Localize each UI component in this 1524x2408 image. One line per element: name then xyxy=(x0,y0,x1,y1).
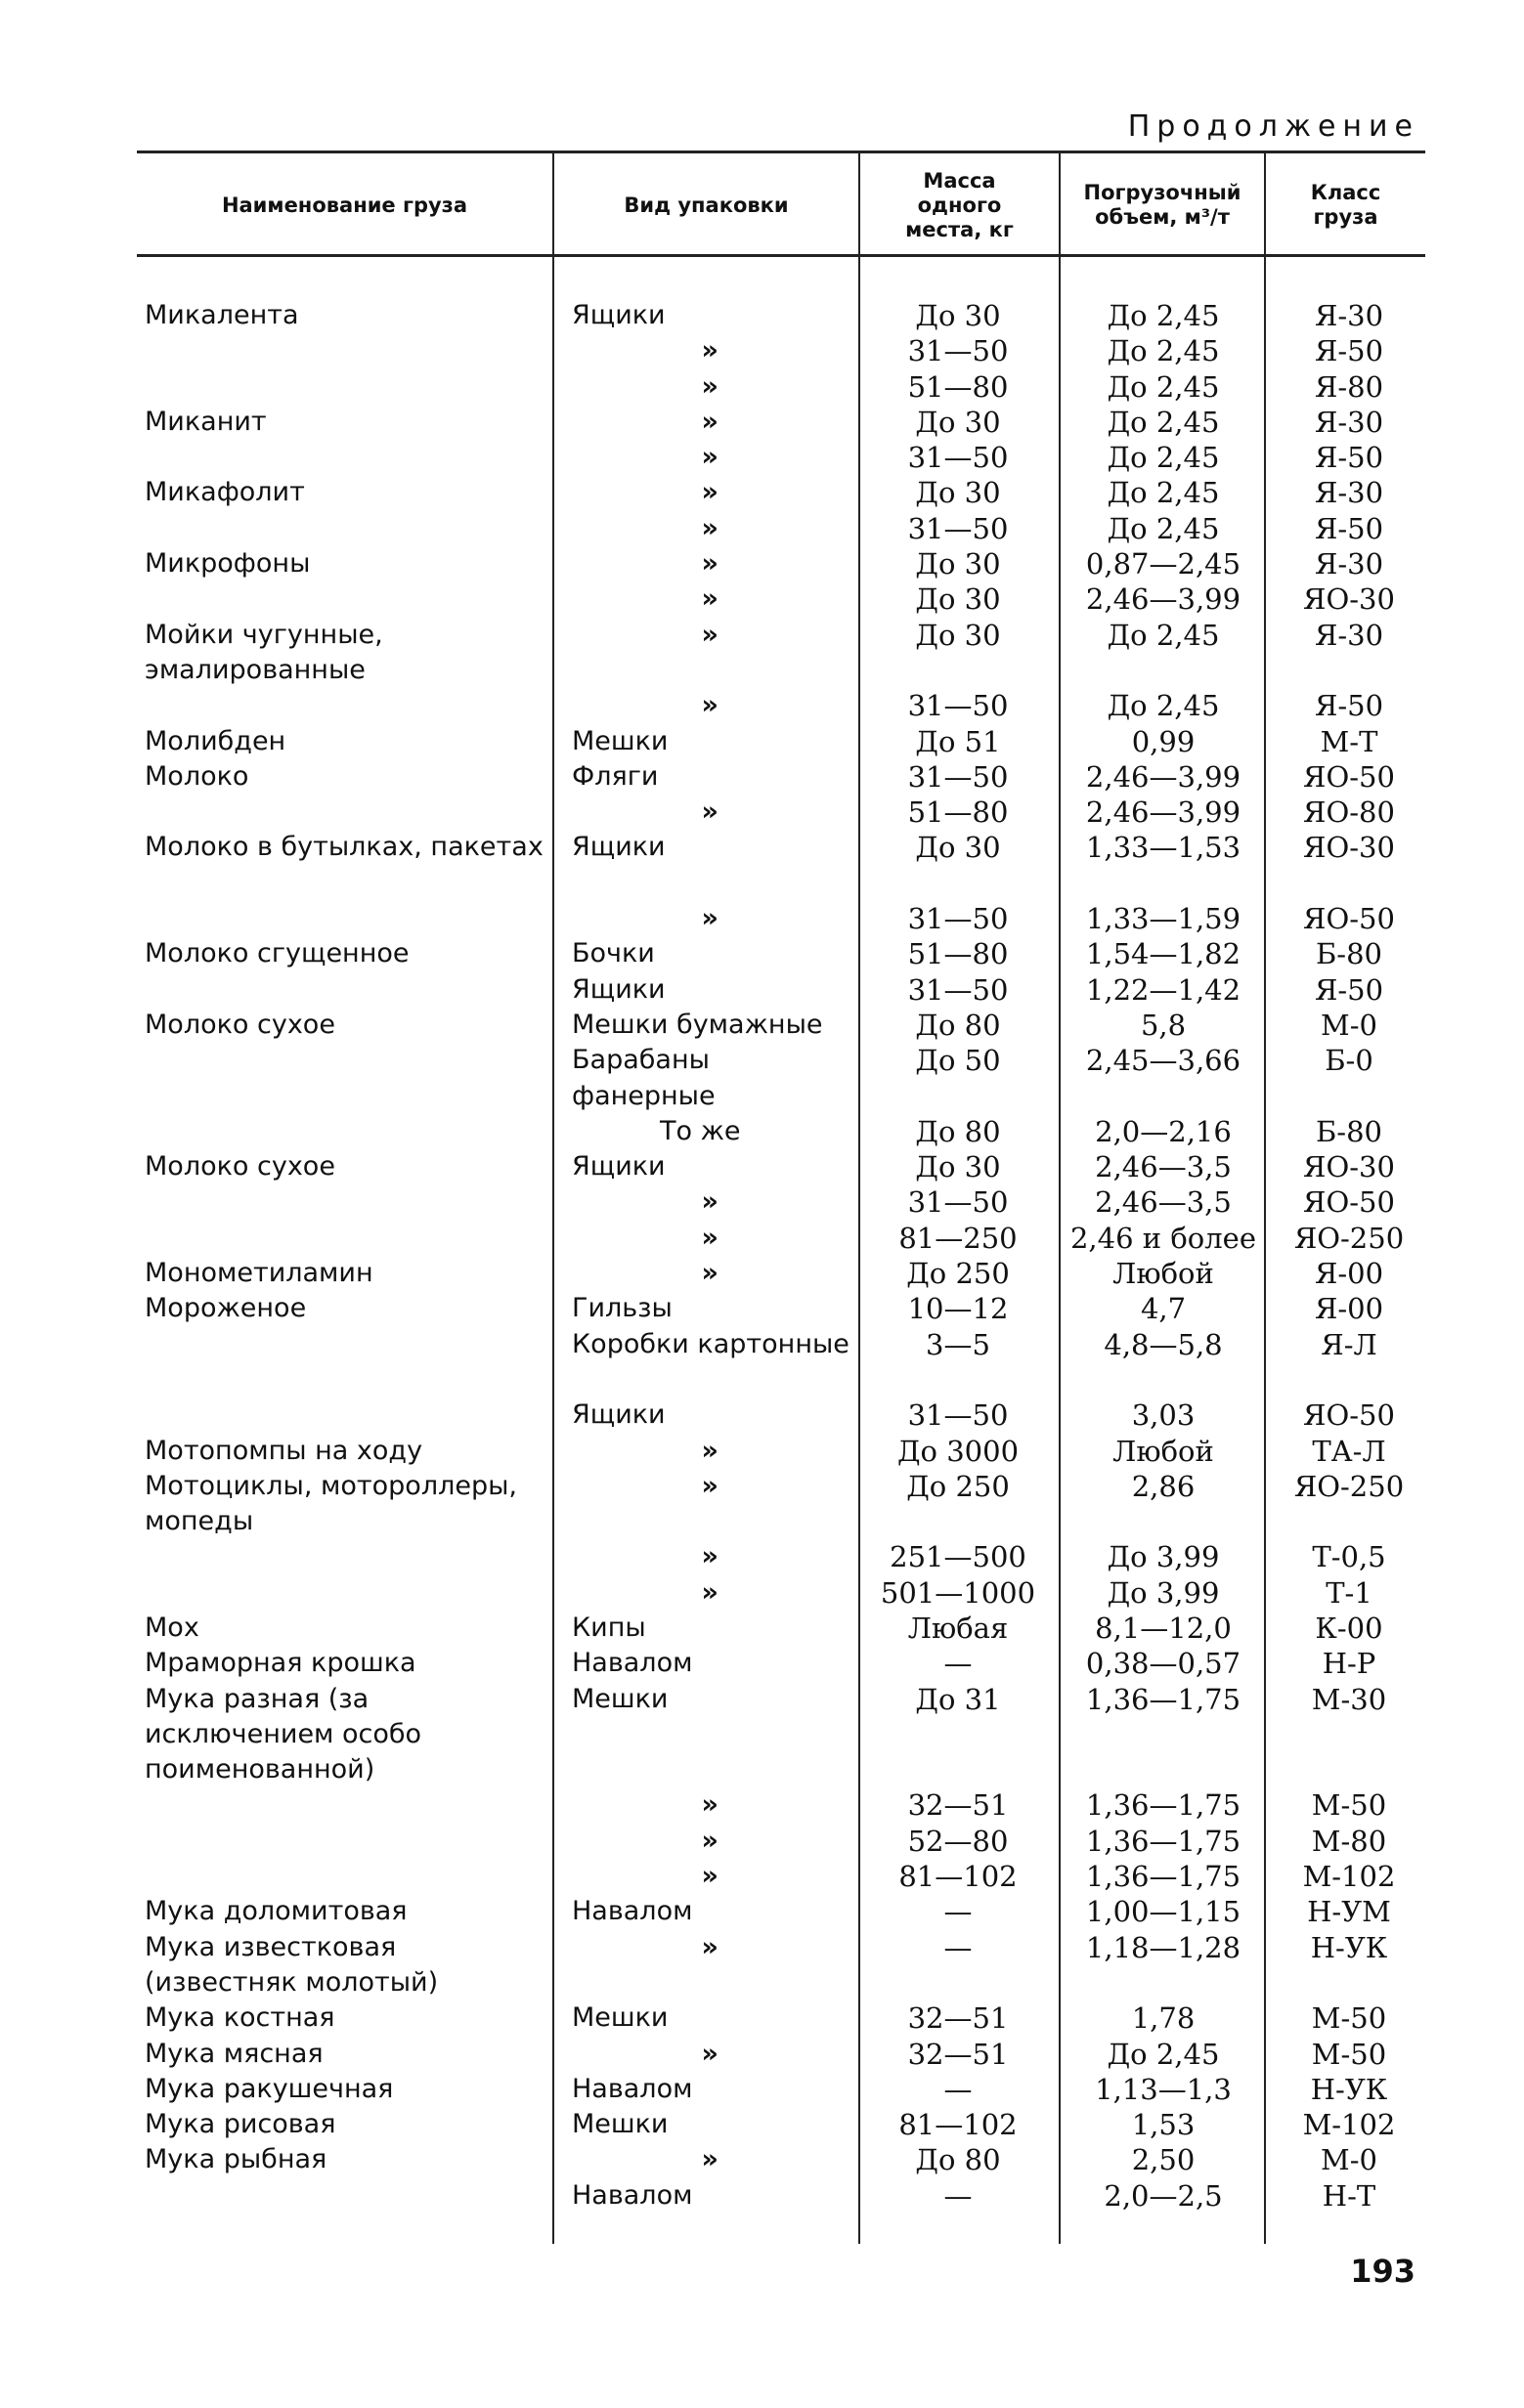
table-row xyxy=(0,724,1524,759)
class-cell: Я-00 xyxy=(1314,1292,1384,1326)
packaging-cell: » xyxy=(701,2038,718,2069)
mass-cell: До 80 xyxy=(915,1008,1001,1042)
cargo-name-cell: Микалента xyxy=(145,300,299,330)
mass-cell: 3—5 xyxy=(926,1327,990,1361)
volume-cell: До 2,45 xyxy=(1107,689,1220,723)
mass-cell: — xyxy=(943,2178,973,2213)
volume-cell: 1,53 xyxy=(1131,2108,1196,2142)
table-row xyxy=(0,511,1524,546)
volume-cell: 1,36—1,75 xyxy=(1085,1682,1241,1716)
volume-cell: 1,36—1,75 xyxy=(1085,1824,1241,1858)
volume-cell: 2,46—3,99 xyxy=(1085,759,1241,794)
class-cell: Б-80 xyxy=(1315,1114,1382,1148)
table-row xyxy=(0,1327,1524,1398)
cargo-name-cell: Мотоциклы, мотороллеры, мопеды xyxy=(145,1470,517,1537)
class-cell: К-00 xyxy=(1315,1611,1383,1645)
packaging-cell: » xyxy=(701,1931,718,1962)
volume-cell: 1,33—1,59 xyxy=(1085,902,1241,936)
volume-cell: 1,33—1,53 xyxy=(1085,831,1241,865)
class-cell: ЯО-250 xyxy=(1293,1221,1405,1255)
cargo-name-cell: Мука разная (за исключением особо поименованной) xyxy=(145,1683,422,1785)
packaging-cell: » xyxy=(701,690,718,721)
mass-cell: 31—50 xyxy=(907,759,1009,794)
table-row xyxy=(0,972,1524,1008)
packaging-cell: Бочки xyxy=(572,938,655,969)
class-cell: Я-50 xyxy=(1314,441,1384,475)
packaging-cell: » xyxy=(701,548,718,580)
class-cell: М-102 xyxy=(1302,1860,1396,1894)
volume-cell: 2,50 xyxy=(1131,2143,1196,2177)
volume-cell: 2,0—2,5 xyxy=(1104,2178,1223,2213)
packaging-cell: » xyxy=(701,583,718,615)
cargo-name-cell: Молоко в бутылках, пакетах xyxy=(145,832,544,863)
class-cell: М-0 xyxy=(1321,1008,1377,1042)
table-row xyxy=(0,475,1524,510)
volume-cell: До 2,45 xyxy=(1107,476,1220,510)
packaging-cell: То же xyxy=(660,1115,741,1146)
table-row xyxy=(0,2037,1524,2072)
packaging-cell: Ящики xyxy=(572,1151,666,1182)
header-bottom-rule xyxy=(137,254,1425,257)
class-cell: М-50 xyxy=(1311,1788,1387,1823)
packaging-cell: » xyxy=(701,1258,718,1289)
class-cell: М-80 xyxy=(1311,1824,1387,1858)
mass-cell: 31—50 xyxy=(907,1398,1009,1433)
packaging-cell: Навалом xyxy=(572,1896,693,1927)
volume-cell: 2,0—2,16 xyxy=(1095,1114,1232,1148)
table-row xyxy=(0,333,1524,368)
table-row xyxy=(0,1575,1524,1611)
table-row xyxy=(0,1894,1524,1929)
volume-cell: До 3,99 xyxy=(1107,1575,1220,1610)
packaging-cell: » xyxy=(701,1861,718,1892)
class-cell: ЯО-50 xyxy=(1303,1185,1395,1220)
packaging-cell: » xyxy=(701,335,718,366)
cargo-name-cell: Мох xyxy=(145,1612,199,1643)
table-row xyxy=(0,1434,1524,1469)
cargo-table-body xyxy=(0,298,1524,2214)
class-cell: М-30 xyxy=(1311,1682,1387,1716)
table-row xyxy=(0,1256,1524,1291)
packaging-cell: » xyxy=(701,1825,718,1856)
cargo-name-cell: Мука рыбная xyxy=(145,2144,327,2175)
mass-cell: До 80 xyxy=(915,2143,1001,2177)
mass-cell: 32—51 xyxy=(907,2001,1009,2036)
mass-cell: 51—80 xyxy=(907,369,1009,404)
class-cell: Я-30 xyxy=(1314,476,1384,510)
packaging-cell: Мешки xyxy=(572,725,669,756)
table-row xyxy=(0,1043,1524,1114)
volume-cell: 2,46 и более xyxy=(1069,1221,1256,1255)
mass-cell: До 30 xyxy=(915,582,1001,617)
cargo-name-cell: Мука мясная xyxy=(145,2038,324,2069)
mass-cell: До 50 xyxy=(915,1044,1001,1078)
packaging-cell: » xyxy=(701,1541,718,1572)
table-row xyxy=(0,759,1524,795)
volume-cell: 1,00—1,15 xyxy=(1085,1895,1241,1929)
volume-cell: 4,7 xyxy=(1140,1292,1187,1326)
mass-cell: 31—50 xyxy=(907,334,1009,368)
mass-cell: До 30 xyxy=(915,405,1001,439)
class-cell: Я-30 xyxy=(1314,405,1384,439)
table-row xyxy=(0,1646,1524,1681)
volume-cell: 2,46—3,5 xyxy=(1095,1185,1232,1220)
volume-cell: 0,87—2,45 xyxy=(1085,547,1241,581)
table-row xyxy=(0,369,1524,405)
packaging-cell: » xyxy=(701,370,718,402)
packaging-cell: Навалом xyxy=(572,2073,693,2104)
packaging-cell: » xyxy=(701,1222,718,1253)
table-row xyxy=(0,1787,1524,1823)
packaging-cell: Мешки xyxy=(572,2109,669,2140)
packaging-cell: Навалом xyxy=(572,2179,693,2211)
class-cell: Я-00 xyxy=(1314,1257,1384,1291)
mass-cell: 31—50 xyxy=(907,441,1009,475)
mass-cell: 51—80 xyxy=(907,937,1009,971)
class-cell: Я-50 xyxy=(1314,511,1384,545)
cargo-name-cell: Молоко xyxy=(145,760,249,792)
packaging-cell: » xyxy=(701,619,718,650)
header-top-rule xyxy=(137,150,1425,153)
cargo-name-cell: Микафолит xyxy=(145,477,305,508)
volume-cell: До 2,45 xyxy=(1107,334,1220,368)
class-cell: Н-Р xyxy=(1322,1647,1376,1681)
packaging-cell: » xyxy=(701,796,718,828)
cargo-name-cell: Молоко сухое xyxy=(145,1009,335,1040)
volume-cell: До 2,45 xyxy=(1107,369,1220,404)
mass-cell: До 30 xyxy=(915,547,1001,581)
packaging-cell: Гильзы xyxy=(572,1293,673,1324)
class-cell: Я-Л xyxy=(1321,1327,1377,1361)
volume-cell: До 2,45 xyxy=(1107,511,1220,545)
mass-cell: До 30 xyxy=(915,476,1001,510)
packaging-cell: Фляги xyxy=(572,760,659,792)
class-cell: М-Т xyxy=(1320,724,1378,758)
column-header-volume: Погрузочный объем, м³/т xyxy=(1083,181,1241,229)
mass-cell: До 80 xyxy=(915,1114,1001,1148)
class-cell: М-0 xyxy=(1321,2143,1377,2177)
class-cell: Н-УК xyxy=(1310,1930,1388,1964)
class-cell: ЯО-30 xyxy=(1303,582,1395,617)
mass-cell: 51—80 xyxy=(907,796,1009,830)
class-cell: Я-80 xyxy=(1314,369,1384,404)
mass-cell: До 31 xyxy=(915,1682,1001,1716)
table-row xyxy=(0,618,1524,689)
class-cell: Я-30 xyxy=(1314,547,1384,581)
packaging-cell: » xyxy=(701,1789,718,1821)
packaging-cell: » xyxy=(701,1186,718,1218)
table-row xyxy=(0,440,1524,475)
table-row xyxy=(0,795,1524,830)
class-cell: Я-30 xyxy=(1314,618,1384,652)
class-cell: Б-80 xyxy=(1315,937,1382,971)
class-cell: М-50 xyxy=(1311,2037,1387,2071)
cargo-name-cell: Мука рисовая xyxy=(145,2109,336,2140)
mass-cell: 31—50 xyxy=(907,689,1009,723)
cargo-name-cell: Молоко сухое xyxy=(145,1151,335,1182)
volume-cell: 1,36—1,75 xyxy=(1085,1788,1241,1823)
table-row xyxy=(0,1398,1524,1433)
packaging-cell: Ящики xyxy=(572,973,666,1005)
volume-cell: 1,54—1,82 xyxy=(1085,937,1241,971)
mass-cell: 81—102 xyxy=(898,1860,1018,1894)
class-cell: Я-50 xyxy=(1314,972,1384,1007)
table-row xyxy=(0,1291,1524,1326)
mass-cell: — xyxy=(943,1647,973,1681)
class-cell: ЯО-50 xyxy=(1303,759,1395,794)
class-cell: Я-30 xyxy=(1314,299,1384,332)
table-row xyxy=(0,2178,1524,2214)
table-row xyxy=(0,1114,1524,1149)
packaging-cell: Ящики xyxy=(572,1399,666,1431)
volume-cell: Любой xyxy=(1112,1434,1214,1468)
table-row xyxy=(0,581,1524,617)
table-row xyxy=(0,546,1524,581)
mass-cell: 31—50 xyxy=(907,972,1009,1007)
cargo-name-cell: Мотопомпы на ходу xyxy=(145,1435,423,1466)
class-cell: ЯО-80 xyxy=(1303,796,1395,830)
volume-cell: До 2,45 xyxy=(1107,405,1220,439)
volume-cell: 0,99 xyxy=(1131,724,1196,758)
volume-cell: Любой xyxy=(1112,1257,1214,1291)
mass-cell: — xyxy=(943,1895,973,1929)
mass-cell: До 30 xyxy=(915,1150,1001,1184)
cargo-name-cell: Миканит xyxy=(145,406,267,437)
class-cell: Т-0,5 xyxy=(1312,1540,1386,1574)
table-row xyxy=(0,2000,1524,2036)
table-row xyxy=(0,1930,1524,2001)
volume-cell: 2,46—3,99 xyxy=(1085,796,1241,830)
mass-cell: 31—50 xyxy=(907,511,1009,545)
class-cell: М-102 xyxy=(1302,2108,1396,2142)
class-cell: ЯО-30 xyxy=(1303,831,1395,865)
mass-cell: 32—51 xyxy=(907,2037,1009,2071)
mass-cell: До 3000 xyxy=(896,1434,1020,1468)
volume-cell: 5,8 xyxy=(1140,1008,1187,1042)
packaging-cell: Навалом xyxy=(572,1648,693,1679)
mass-cell: До 250 xyxy=(906,1257,1010,1291)
packaging-cell: » xyxy=(701,442,718,473)
volume-cell: 1,36—1,75 xyxy=(1085,1860,1241,1894)
mass-cell: До 30 xyxy=(915,299,1001,332)
mass-cell: До 30 xyxy=(915,831,1001,865)
mass-cell: 81—250 xyxy=(898,1221,1018,1255)
table-row xyxy=(0,2107,1524,2142)
table-row xyxy=(0,1184,1524,1220)
mass-cell: — xyxy=(943,1930,973,1964)
table-row xyxy=(0,1539,1524,1574)
volume-cell: 1,78 xyxy=(1131,2001,1196,2036)
table-row xyxy=(0,936,1524,971)
class-cell: ЯО-30 xyxy=(1303,1150,1395,1184)
cargo-name-cell: Монометиламин xyxy=(145,1258,373,1289)
cargo-name-cell: Молоко сгущенное xyxy=(145,938,410,969)
column-header-mass: Масса одного места, кг xyxy=(905,168,1014,241)
volume-cell: 2,46—3,5 xyxy=(1095,1150,1232,1184)
packaging-cell: Ящики xyxy=(572,300,666,330)
mass-cell: До 51 xyxy=(915,724,1001,758)
volume-cell: До 3,99 xyxy=(1107,1540,1220,1574)
class-cell: М-50 xyxy=(1311,2001,1387,2036)
packaging-cell: » xyxy=(701,1470,718,1501)
packaging-cell: Кипы xyxy=(572,1612,646,1643)
class-cell: Б-0 xyxy=(1325,1044,1373,1078)
packaging-cell: Коробки картонные xyxy=(572,1328,849,1359)
mass-cell: До 250 xyxy=(906,1469,1010,1503)
packaging-cell: » xyxy=(701,1435,718,1466)
table-row xyxy=(0,1469,1524,1540)
column-header-class: Класс груза xyxy=(1310,181,1381,229)
volume-cell: 2,86 xyxy=(1131,1469,1196,1503)
table-row xyxy=(0,1221,1524,1256)
table-row xyxy=(0,830,1524,901)
class-cell: ЯО-250 xyxy=(1293,1469,1405,1503)
packaging-cell: Барабаны фанерные xyxy=(572,1045,716,1111)
volume-cell: 1,13—1,3 xyxy=(1095,2072,1232,2106)
table-row xyxy=(0,688,1524,723)
cargo-name-cell: Мука доломитовая xyxy=(145,1896,408,1927)
mass-cell: До 30 xyxy=(915,618,1001,652)
cargo-name-cell: Мука ракушечная xyxy=(145,2073,394,2104)
column-header-name: Наименование груза xyxy=(221,193,468,217)
packaging-cell: » xyxy=(701,1576,718,1608)
mass-cell: 10—12 xyxy=(907,1292,1009,1326)
cargo-name-cell: Мука известковая (известняк молотый) xyxy=(145,1931,439,1998)
class-cell: Н-Т xyxy=(1322,2178,1376,2213)
volume-cell: До 2,45 xyxy=(1107,618,1220,652)
cargo-name-cell: Микрофоны xyxy=(145,548,311,580)
mass-cell: — xyxy=(943,2072,973,2106)
cargo-name-cell: Мука костная xyxy=(145,2002,335,2034)
table-row xyxy=(0,298,1524,333)
cargo-name-cell: Мороженое xyxy=(145,1293,307,1324)
volume-cell: 2,45—3,66 xyxy=(1085,1044,1241,1078)
class-cell: ЯО-50 xyxy=(1303,1398,1395,1433)
column-header-packaging: Вид упаковки xyxy=(624,193,789,217)
cargo-name-cell: Молибден xyxy=(145,725,286,756)
volume-cell: 1,18—1,28 xyxy=(1085,1930,1241,1964)
page-number: 193 xyxy=(1350,2253,1415,2290)
packaging-cell: » xyxy=(701,512,718,543)
class-cell: ЯО-50 xyxy=(1303,902,1395,936)
volume-cell: 0,38—0,57 xyxy=(1085,1647,1241,1681)
cargo-name-cell: Мойки чугунные, эмалированные xyxy=(145,619,383,685)
table-row xyxy=(0,1859,1524,1894)
packaging-cell: » xyxy=(701,477,718,508)
mass-cell: 31—50 xyxy=(907,1185,1009,1220)
packaging-cell: » xyxy=(701,903,718,934)
cargo-name-cell: Мраморная крошка xyxy=(145,1648,416,1679)
packaging-cell: » xyxy=(701,406,718,437)
class-cell: Н-УК xyxy=(1310,2072,1388,2106)
class-cell: Н-УМ xyxy=(1307,1895,1391,1929)
mass-cell: 31—50 xyxy=(907,902,1009,936)
volume-cell: 1,22—1,42 xyxy=(1085,972,1241,1007)
class-cell: ТА-Л xyxy=(1312,1434,1386,1468)
table-row xyxy=(0,1682,1524,1788)
packaging-cell: Мешки xyxy=(572,1683,669,1714)
table-row xyxy=(0,1611,1524,1646)
mass-cell: 251—500 xyxy=(890,1540,1026,1574)
volume-cell: 4,8—5,8 xyxy=(1104,1327,1223,1361)
table-row xyxy=(0,2072,1524,2107)
volume-cell: 8,1—12,0 xyxy=(1095,1611,1232,1645)
packaging-cell: Ящики xyxy=(572,832,666,863)
table-row xyxy=(0,1008,1524,1043)
mass-cell: 81—102 xyxy=(898,2108,1018,2142)
table-row xyxy=(0,2142,1524,2177)
table-row xyxy=(0,405,1524,440)
volume-cell: До 2,45 xyxy=(1107,2037,1220,2071)
table-row xyxy=(0,1824,1524,1859)
volume-cell: До 2,45 xyxy=(1107,441,1220,475)
packaging-cell: Мешки xyxy=(572,2002,669,2034)
class-cell: Я-50 xyxy=(1314,334,1384,368)
packaging-cell: » xyxy=(701,2144,718,2175)
mass-cell: Любая xyxy=(907,1611,1009,1645)
volume-cell: 3,03 xyxy=(1131,1398,1196,1433)
mass-cell: 52—80 xyxy=(907,1824,1009,1858)
table-row xyxy=(0,1149,1524,1184)
volume-cell: До 2,45 xyxy=(1107,299,1220,332)
class-cell: Т-1 xyxy=(1326,1575,1372,1610)
mass-cell: 32—51 xyxy=(907,1788,1009,1823)
continued-label: Продолжение xyxy=(1127,109,1419,144)
table-row xyxy=(0,901,1524,936)
volume-cell: 2,46—3,99 xyxy=(1085,582,1241,617)
mass-cell: 501—1000 xyxy=(880,1575,1036,1610)
class-cell: Я-50 xyxy=(1314,689,1384,723)
packaging-cell: Мешки бумажные xyxy=(572,1009,823,1040)
